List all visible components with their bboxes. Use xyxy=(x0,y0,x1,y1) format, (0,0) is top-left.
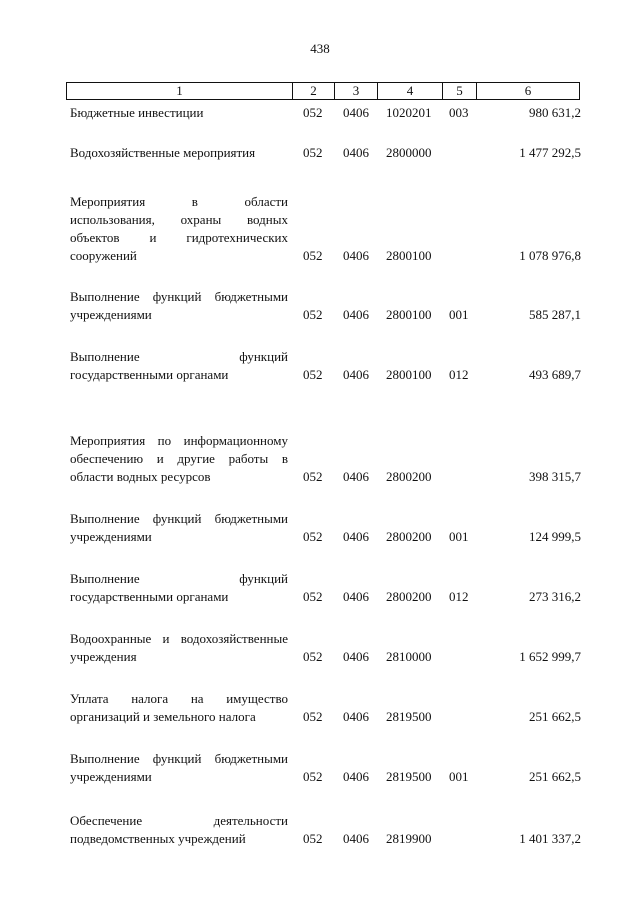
row-col3: 0406 xyxy=(343,589,369,604)
row-col4: 2810000 xyxy=(386,649,432,664)
row-name: Мероприятия в области использования, охраны водных объектов и гидротехнических сооружений xyxy=(70,194,288,263)
table-row xyxy=(0,414,640,486)
row-col2: 052 xyxy=(303,367,323,382)
row-col6: 251 662,5 xyxy=(529,769,581,784)
table-row xyxy=(0,510,640,546)
row-col5: 012 xyxy=(449,367,469,382)
table-row xyxy=(0,288,640,324)
row-col2: 052 xyxy=(303,307,323,322)
row-col5: 003 xyxy=(449,105,469,120)
row-col6: 124 999,5 xyxy=(529,529,581,544)
column-header-3: 3 xyxy=(335,83,378,99)
row-col4: 2819500 xyxy=(386,709,432,724)
row-col6: 1 401 337,2 xyxy=(519,831,581,846)
row-name: Выполнение функций бюджетными учреждениями xyxy=(70,511,288,544)
row-col3: 0406 xyxy=(343,145,369,160)
row-col4: 2800200 xyxy=(386,529,432,544)
row-col6: 493 689,7 xyxy=(529,367,581,382)
row-col3: 0406 xyxy=(343,529,369,544)
row-col5: 001 xyxy=(449,529,469,544)
row-col6: 1 652 999,7 xyxy=(519,649,581,664)
row-name: Выполнение функций государственными органами xyxy=(70,571,288,604)
row-col2: 052 xyxy=(303,145,323,160)
column-header-5: 5 xyxy=(443,83,477,99)
row-col3: 0406 xyxy=(343,769,369,784)
row-col4: 2800100 xyxy=(386,367,432,382)
table-row xyxy=(0,750,640,786)
row-name: Уплата налога на имущество организаций и земельного налога xyxy=(70,691,288,724)
row-name: Выполнение функций государственными органами xyxy=(70,349,288,382)
row-name: Водохозяйственные мероприятия xyxy=(70,145,256,160)
table-row xyxy=(0,144,640,162)
row-col3: 0406 xyxy=(343,367,369,382)
row-col5: 001 xyxy=(449,307,469,322)
row-col2: 052 xyxy=(303,769,323,784)
row-col5: 012 xyxy=(449,589,469,604)
row-col4: 2800200 xyxy=(386,589,432,604)
page-number: 438 xyxy=(310,41,330,56)
row-col6: 980 631,2 xyxy=(529,105,581,120)
row-col6: 1 078 976,8 xyxy=(519,248,581,263)
row-col4: 2819900 xyxy=(386,831,432,846)
row-col4: 2800200 xyxy=(386,469,432,484)
row-col2: 052 xyxy=(303,529,323,544)
row-col2: 052 xyxy=(303,248,323,263)
row-col2: 052 xyxy=(303,469,323,484)
row-name: Обеспечение деятельности подведомственных учреждений xyxy=(70,813,288,846)
table-row xyxy=(0,193,640,265)
row-name: Бюджетные инвестиции xyxy=(70,105,204,120)
table-row xyxy=(0,690,640,726)
row-col6: 251 662,5 xyxy=(529,709,581,724)
table-row xyxy=(0,570,640,606)
row-col6: 1 477 292,5 xyxy=(519,145,581,160)
row-col4: 1020201 xyxy=(386,105,432,120)
row-col3: 0406 xyxy=(343,105,369,120)
row-col3: 0406 xyxy=(343,307,369,322)
column-header-6: 6 xyxy=(524,83,532,98)
row-col2: 052 xyxy=(303,831,323,846)
row-col5: 001 xyxy=(449,769,469,784)
table-row xyxy=(0,812,640,848)
row-name: Мероприятия по информационному обеспечению и другие работы в области водных ресурсов xyxy=(70,433,288,484)
table-row xyxy=(0,348,640,384)
row-col6: 398 315,7 xyxy=(529,469,581,484)
row-col3: 0406 xyxy=(343,248,369,263)
column-header-4: 4 xyxy=(378,83,443,99)
row-col2: 052 xyxy=(303,105,323,120)
row-col3: 0406 xyxy=(343,469,369,484)
row-col2: 052 xyxy=(303,649,323,664)
row-name: Выполнение функций бюджетными учреждениями xyxy=(70,289,288,322)
row-col3: 0406 xyxy=(343,831,369,846)
row-col6: 585 287,1 xyxy=(529,307,581,322)
row-col3: 0406 xyxy=(343,649,369,664)
row-col2: 052 xyxy=(303,709,323,724)
row-col3: 0406 xyxy=(343,709,369,724)
table-row xyxy=(0,104,640,122)
column-header-2: 2 xyxy=(293,83,335,99)
table-row xyxy=(0,630,640,666)
row-col4: 2800100 xyxy=(386,248,432,263)
row-col4: 2800100 xyxy=(386,307,432,322)
column-header-1: 1 xyxy=(67,83,293,99)
row-col4: 2800000 xyxy=(386,145,432,160)
row-col2: 052 xyxy=(303,589,323,604)
row-col4: 2819500 xyxy=(386,769,432,784)
row-name: Выполнение функций бюджетными учреждениями xyxy=(70,751,288,784)
row-col6: 273 316,2 xyxy=(529,589,581,604)
row-name: Водоохранные и водохозяйственные учреждения xyxy=(70,631,288,664)
